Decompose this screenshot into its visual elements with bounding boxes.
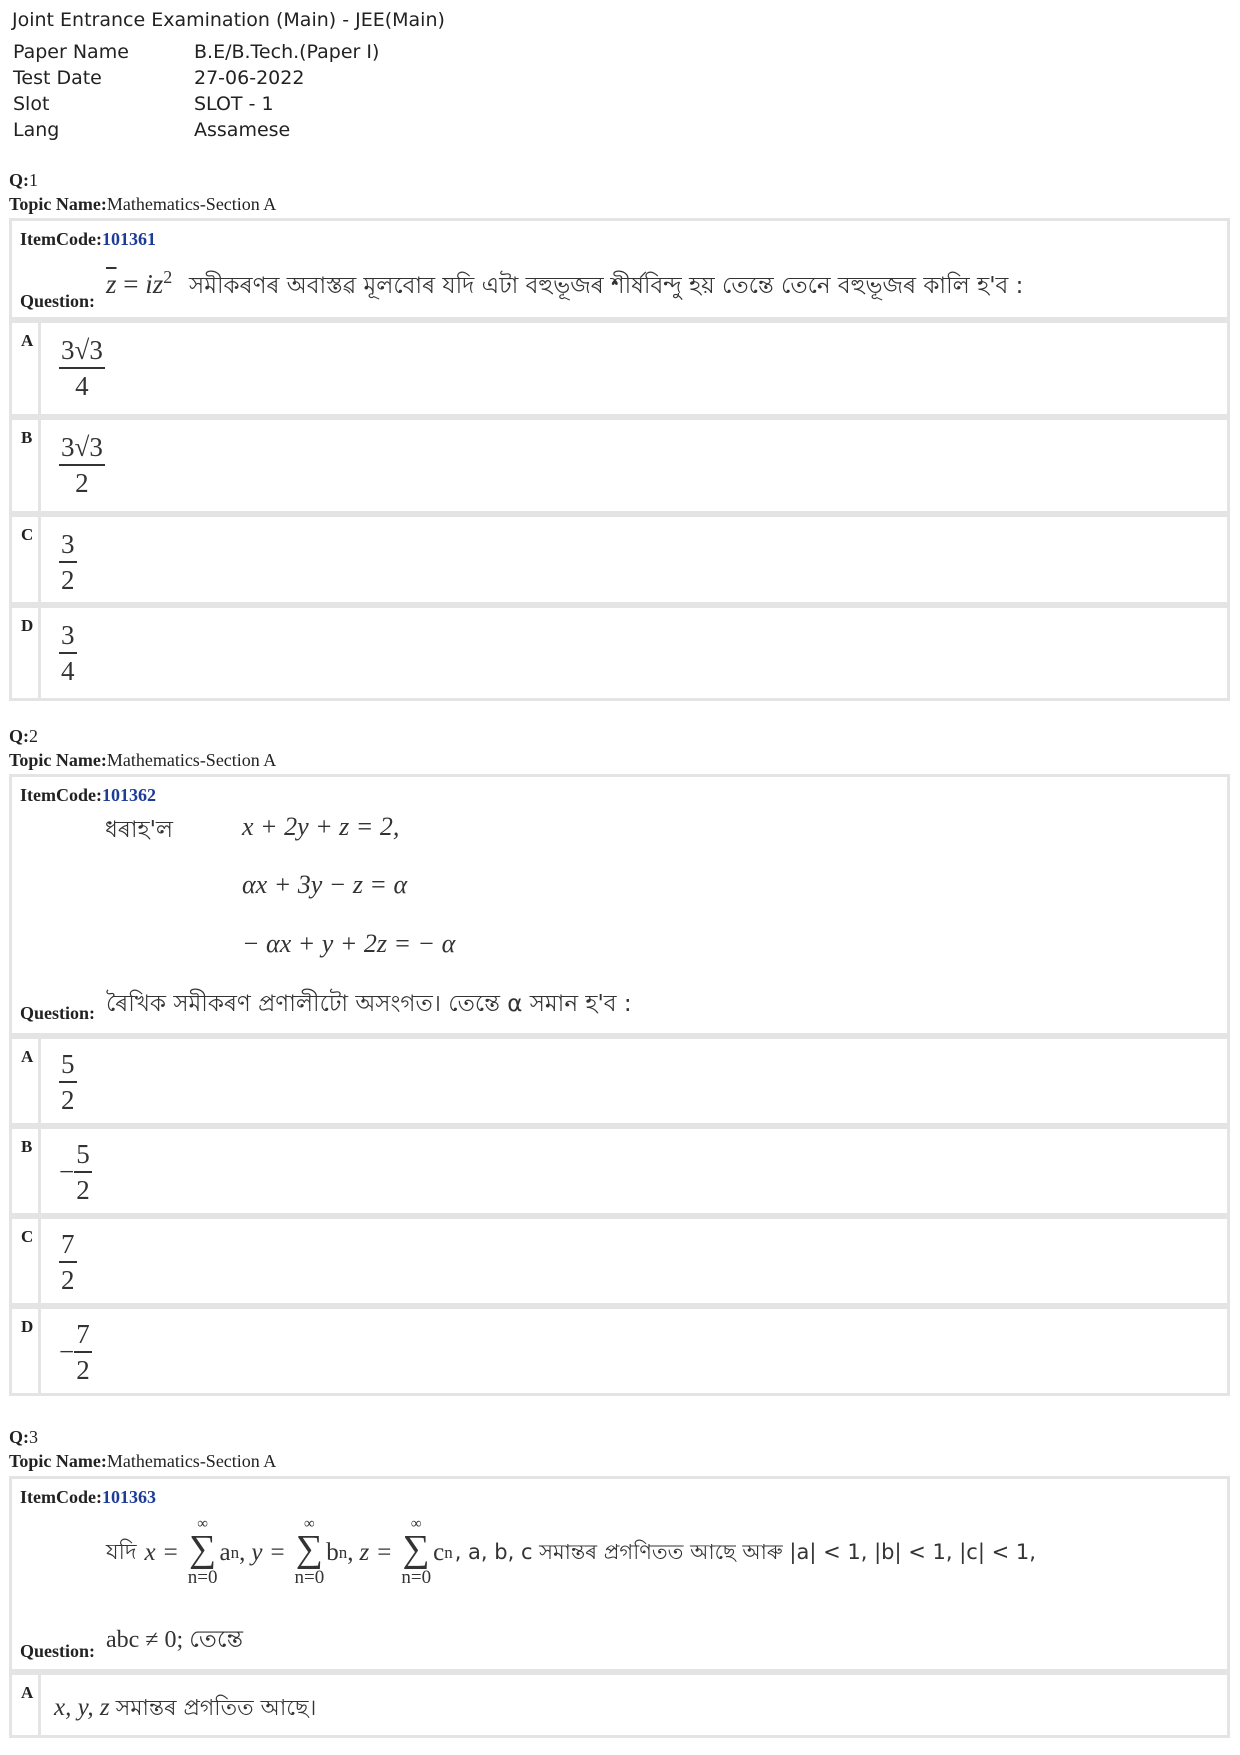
term-a: a — [219, 1539, 231, 1566]
topic-line — [9, 1451, 276, 1472]
separator: , — [347, 1539, 354, 1566]
sum-upper: ∞ — [410, 1516, 422, 1532]
question-number — [9, 170, 38, 191]
equation-1: x + 2y + z = 2, — [242, 812, 400, 841]
sum-upper: ∞ — [197, 1516, 208, 1532]
item-code-value: 101363 — [101, 1487, 156, 1507]
topic-prefix: Topic Name: — [9, 194, 107, 214]
question-number — [9, 1427, 38, 1448]
option-label: C — [12, 1219, 41, 1303]
var-y: y — [251, 1539, 263, 1566]
option-label: B — [12, 420, 41, 511]
equation-3: − αx + y + 2z = − α — [242, 929, 456, 958]
q-number: 2 — [29, 726, 38, 746]
series-definition — [106, 1517, 1036, 1589]
topic-name: Mathematics-Section A — [106, 194, 277, 214]
option-label: A — [12, 323, 41, 414]
sum-lower: n=0 — [401, 1567, 432, 1588]
q-prefix: Q: — [9, 170, 29, 190]
term-b: b — [326, 1539, 339, 1566]
fraction-denominator: 2 — [75, 468, 89, 498]
sigma-icon: ∑ — [189, 1528, 217, 1570]
fraction-denominator: 4 — [75, 371, 89, 401]
sum-upper: ∞ — [304, 1516, 315, 1532]
sum-lower: n=0 — [294, 1567, 325, 1588]
if-word: যদি — [106, 1539, 137, 1565]
option-row[interactable] — [9, 514, 1230, 605]
sigma-icon: ∑ — [295, 1528, 323, 1570]
var-z: z — [359, 1539, 370, 1566]
meta-value: 27-06-2022 — [194, 67, 305, 89]
option-value — [59, 1137, 92, 1207]
fraction — [59, 430, 105, 500]
option-value — [54, 1691, 316, 1728]
question-box — [9, 774, 1230, 1036]
stem-text: সমীকৰণৰ অবাস্তৱ মূলবোৰ যদি এটা বহুভূজৰ শীৰ্ষবিন্দু হয় তেন্তে তেনে বহুভূজৰ কালি হ'ব : — [189, 273, 1024, 299]
zbar-symbol: $\overline{z}$ — [106, 269, 117, 299]
fraction-numerator: 3 — [61, 620, 75, 650]
question-label: Question: — [20, 1641, 96, 1661]
xyz-vars: x, y, z — [54, 1694, 110, 1721]
item-code — [20, 229, 156, 250]
meta-paper-name — [13, 41, 513, 65]
summation — [401, 1517, 431, 1589]
meta-test-date — [13, 67, 513, 91]
topic-name: Mathematics-Section A — [106, 1451, 277, 1471]
equals-sign: = — [116, 269, 146, 299]
option-row[interactable] — [9, 605, 1230, 701]
item-prefix: ItemCode: — [20, 1487, 102, 1507]
q-number: 1 — [29, 170, 38, 190]
series-condition: , a, b, c সমান্তৰ প্ৰগণিতত আছে আৰু |a| < 1, |b| < 1, |c| < 1, — [454, 1539, 1036, 1564]
meta-slot — [13, 93, 513, 117]
fraction-denominator: 2 — [76, 1175, 90, 1205]
fraction-numerator: 3√3 — [61, 432, 103, 462]
fraction-denominator: 2 — [61, 1085, 75, 1115]
item-code — [20, 785, 156, 806]
sum-lower: n=0 — [187, 1567, 218, 1588]
question-label: Question: — [20, 291, 96, 311]
option-text: সমান্তৰ প্ৰগতিত আছে। — [115, 1696, 317, 1721]
exam-title: Joint Entrance Examination (Main) - JEE(Main) — [12, 9, 445, 31]
option-value — [59, 1317, 92, 1387]
option-value — [59, 1227, 77, 1297]
power: n — [338, 1543, 348, 1562]
fraction — [74, 1137, 92, 1207]
q-prefix: Q: — [9, 726, 29, 746]
question-box — [9, 218, 1230, 320]
fraction-denominator: 2 — [61, 565, 75, 595]
fraction — [74, 1317, 92, 1387]
question-label: Question: — [20, 1003, 96, 1023]
option-label: B — [12, 1129, 41, 1213]
fraction-numerator: 3 — [61, 529, 75, 559]
option-value — [59, 527, 77, 597]
fraction-denominator: 4 — [61, 656, 75, 686]
sigma-icon: ∑ — [402, 1528, 430, 1570]
item-code-value: 101362 — [101, 785, 156, 805]
meta-key: Test Date — [13, 67, 102, 89]
meta-key: Paper Name — [13, 41, 129, 63]
fraction — [59, 1047, 77, 1117]
q-prefix: Q: — [9, 1427, 29, 1447]
equation-2: αx + 3y − z = α — [242, 870, 408, 899]
fraction-numerator: 7 — [76, 1319, 90, 1349]
summation — [188, 1517, 218, 1589]
fraction-numerator: 3√3 — [61, 335, 103, 365]
topic-prefix: Topic Name: — [9, 1451, 107, 1471]
meta-lang — [13, 119, 513, 143]
option-row[interactable] — [9, 1216, 1230, 1306]
fraction-numerator: 5 — [61, 1049, 75, 1079]
meta-value: Assamese — [194, 119, 291, 141]
item-prefix: ItemCode: — [20, 785, 102, 805]
stem-text: ৰৈখিক সমীকৰণ প্ৰণালীটো অসংগত। তেন্তে α সমান হ'ব : — [106, 991, 632, 1017]
option-value — [59, 1047, 77, 1117]
summation — [295, 1517, 325, 1589]
separator: , — [239, 1539, 246, 1566]
meta-key: Lang — [13, 119, 60, 141]
let-word: ধৰাহ'ল — [105, 817, 174, 843]
var-x: x — [144, 1539, 156, 1566]
equals-sign: = — [377, 1539, 392, 1566]
fraction — [59, 618, 77, 688]
fraction — [59, 527, 77, 597]
stem-condition: abc ≠ 0; তেন্তে — [106, 1627, 244, 1653]
option-label: A — [12, 1039, 41, 1123]
topic-prefix: Topic Name: — [9, 750, 107, 770]
rhs-term: iz — [145, 269, 164, 299]
topic-line — [9, 194, 276, 215]
topic-line — [9, 750, 276, 771]
meta-value: SLOT - 1 — [194, 93, 274, 115]
option-label: D — [12, 1309, 41, 1393]
topic-name: Mathematics-Section A — [106, 750, 277, 770]
option-value — [59, 618, 77, 688]
option-row[interactable] — [9, 1036, 1230, 1126]
exponent: 2 — [163, 267, 173, 287]
question-number — [9, 726, 38, 747]
power: n — [444, 1543, 453, 1562]
q-number: 3 — [29, 1427, 38, 1447]
item-code — [20, 1487, 156, 1508]
question-box — [9, 1476, 1230, 1672]
fraction — [59, 333, 105, 403]
option-value — [59, 430, 105, 500]
equals-sign: = — [163, 1539, 178, 1566]
fraction-denominator: 2 — [76, 1355, 90, 1385]
power: n — [230, 1543, 240, 1562]
meta-key: Slot — [13, 93, 50, 115]
fraction-numerator: 5 — [76, 1139, 90, 1169]
item-code-value: 101361 — [101, 229, 156, 249]
option-value — [59, 333, 105, 403]
item-prefix: ItemCode: — [20, 229, 102, 249]
option-row[interactable] — [9, 1306, 1230, 1396]
minus-sign: − — [59, 1336, 75, 1367]
option-row[interactable] — [9, 1672, 1230, 1738]
option-label: A — [12, 1675, 41, 1735]
option-row[interactable] — [9, 1126, 1230, 1216]
term-c: c — [433, 1539, 445, 1566]
fraction-denominator: 2 — [61, 1265, 75, 1295]
option-label: D — [12, 608, 41, 698]
option-label: C — [12, 517, 41, 602]
meta-value: B.E/B.Tech.(Paper I) — [194, 41, 380, 63]
equals-sign: = — [270, 1539, 285, 1566]
option-row[interactable] — [9, 320, 1230, 417]
fraction — [59, 1227, 77, 1297]
option-row[interactable] — [9, 417, 1230, 514]
minus-sign: − — [59, 1156, 75, 1187]
question-stem — [106, 267, 1023, 306]
fraction-numerator: 7 — [61, 1229, 75, 1259]
